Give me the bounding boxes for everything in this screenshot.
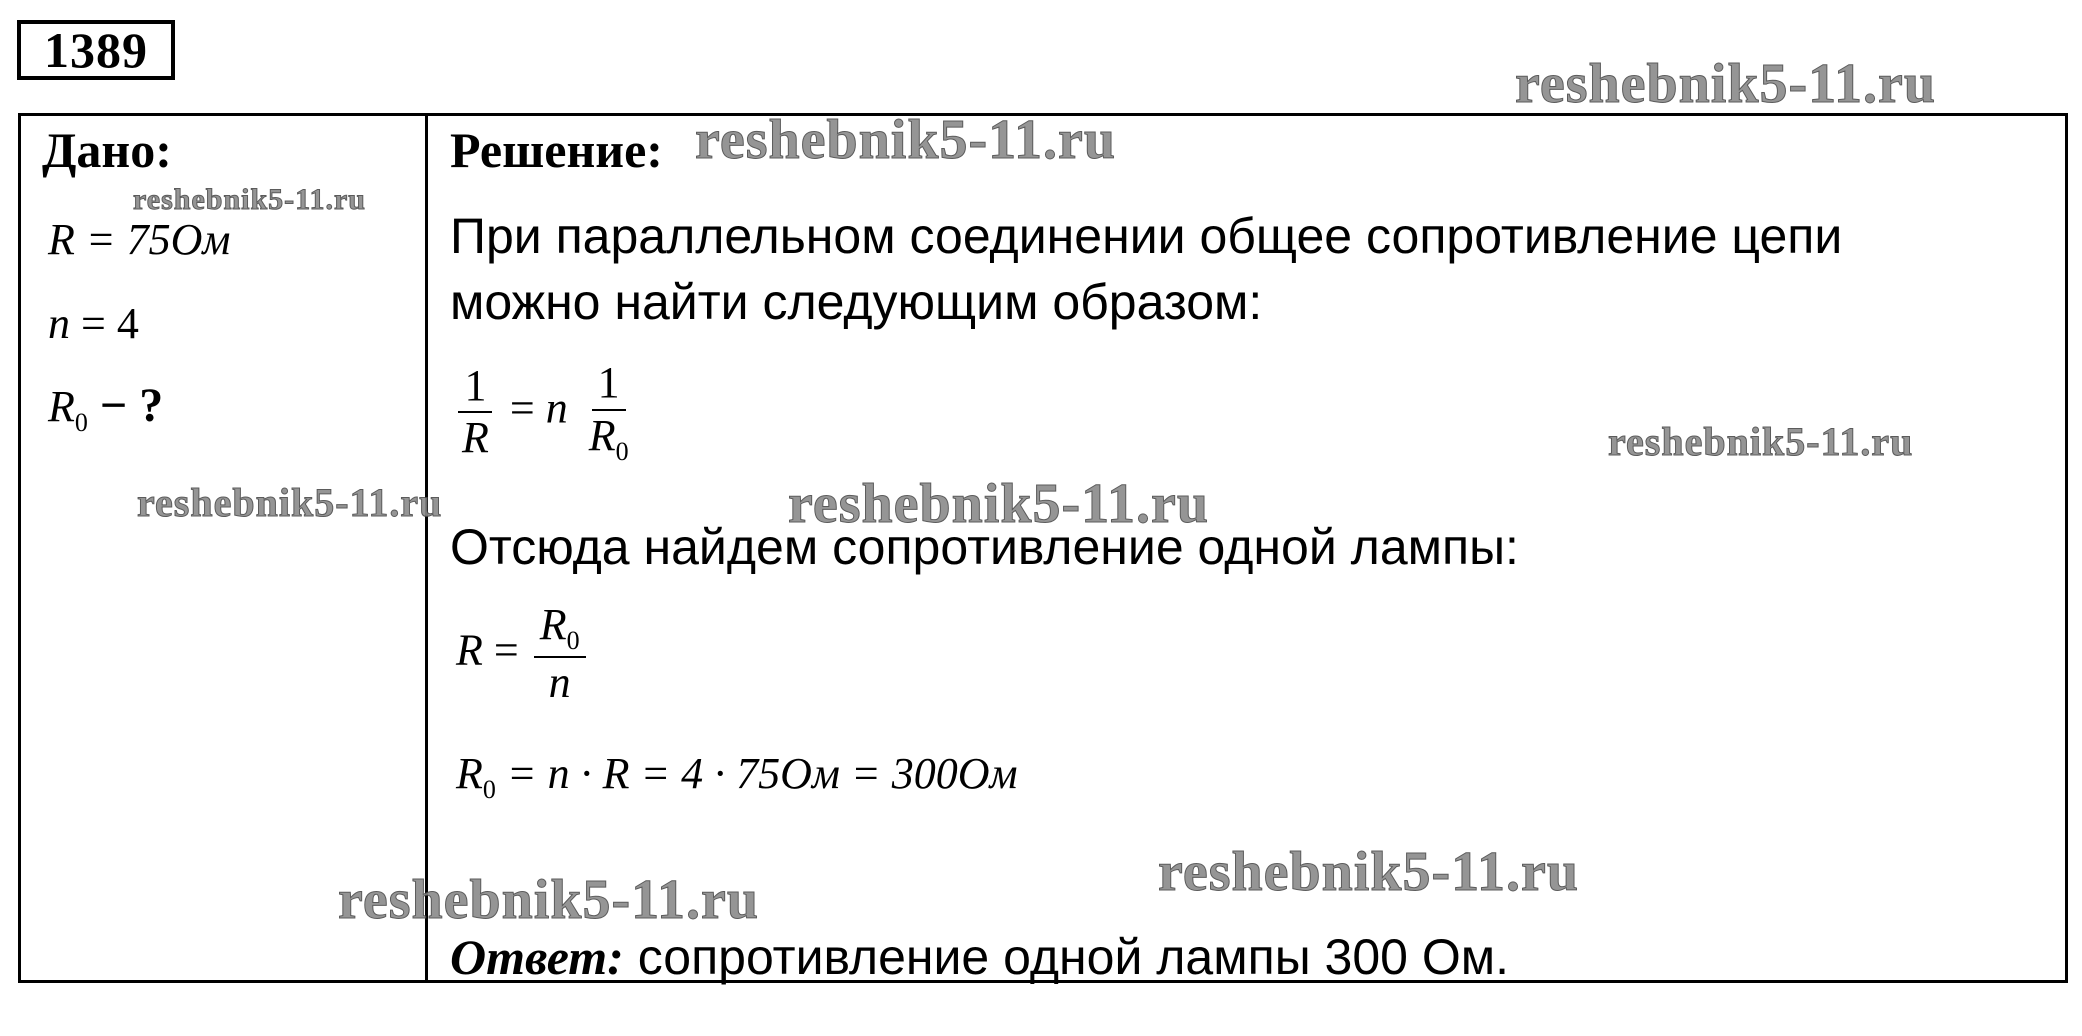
formula1-equals: = xyxy=(509,383,535,433)
formula2-numerator-sub: 0 xyxy=(566,626,580,655)
given-unknown xyxy=(48,379,164,437)
answer-text: сопротивление одной лампы 300 Ом. xyxy=(623,929,1509,985)
given-unknown-subscript: 0 xyxy=(74,408,88,437)
formula3-lhs: R xyxy=(456,749,483,798)
watermark: reshebnik5-11.ru xyxy=(1158,841,1580,903)
formula-result xyxy=(456,749,1018,804)
formula1-rhs-fraction xyxy=(583,358,635,466)
solution-transition: Отсюда найдем сопротивление одной лампы: xyxy=(450,519,1519,575)
formula-parallel-resistance xyxy=(452,358,639,466)
solution-intro-line-2: можно найти следующим образом: xyxy=(450,274,1263,330)
watermark: reshebnik5-11.ru xyxy=(1608,419,1914,464)
formula1-lhs-denominator: R xyxy=(462,413,489,463)
formula2-equals: = xyxy=(493,625,519,675)
answer-line xyxy=(450,928,1509,986)
formula2-fraction xyxy=(534,600,586,708)
given-lamp-count-value: = 4 xyxy=(70,299,139,348)
given-resistance-value: = 75Ом xyxy=(74,215,231,264)
given-lamp-count xyxy=(48,299,139,348)
formula1-rhs-denominator-sub: 0 xyxy=(615,436,629,466)
solution-intro-line-1: При параллельном соединении общее сопротивление цепи xyxy=(450,208,1843,264)
given-lamp-count-symbol: n xyxy=(48,299,70,348)
given-unknown-question: ? xyxy=(139,379,164,432)
formula3-lhs-sub: 0 xyxy=(482,775,496,804)
watermark: reshebnik5-11.ru xyxy=(137,480,443,525)
formula2-lhs: R xyxy=(456,625,483,675)
watermark: reshebnik5-11.ru xyxy=(338,869,760,931)
watermark: reshebnik5-11.ru xyxy=(133,183,366,216)
formula1-coefficient: n xyxy=(545,383,568,433)
formula3-rest: = n · R = 4 · 75Ом = 300Ом xyxy=(495,749,1018,798)
problem-number: 1389 xyxy=(17,20,175,80)
watermark: reshebnik5-11.ru xyxy=(788,473,1210,535)
watermark: reshebnik5-11.ru xyxy=(1515,53,1937,115)
given-heading: Дано: xyxy=(42,122,172,178)
formula2-denominator: n xyxy=(548,657,571,707)
formula1-lhs-fraction xyxy=(456,361,495,464)
formula2-numerator: R xyxy=(539,600,567,649)
given-resistance-symbol: R xyxy=(48,215,75,264)
answer-label: Ответ: xyxy=(450,929,624,985)
solution-heading: Решение: xyxy=(450,122,663,178)
formula1-rhs-denominator: R xyxy=(588,410,616,460)
given-resistance xyxy=(48,215,231,264)
table-divider xyxy=(425,113,428,983)
watermark: reshebnik5-11.ru xyxy=(695,109,1117,171)
formula-single-lamp xyxy=(456,600,590,708)
given-unknown-dash: − xyxy=(87,379,140,432)
formula1-rhs-numerator: 1 xyxy=(592,358,626,411)
given-unknown-symbol: R xyxy=(48,382,75,431)
formula1-lhs-numerator: 1 xyxy=(458,361,492,414)
